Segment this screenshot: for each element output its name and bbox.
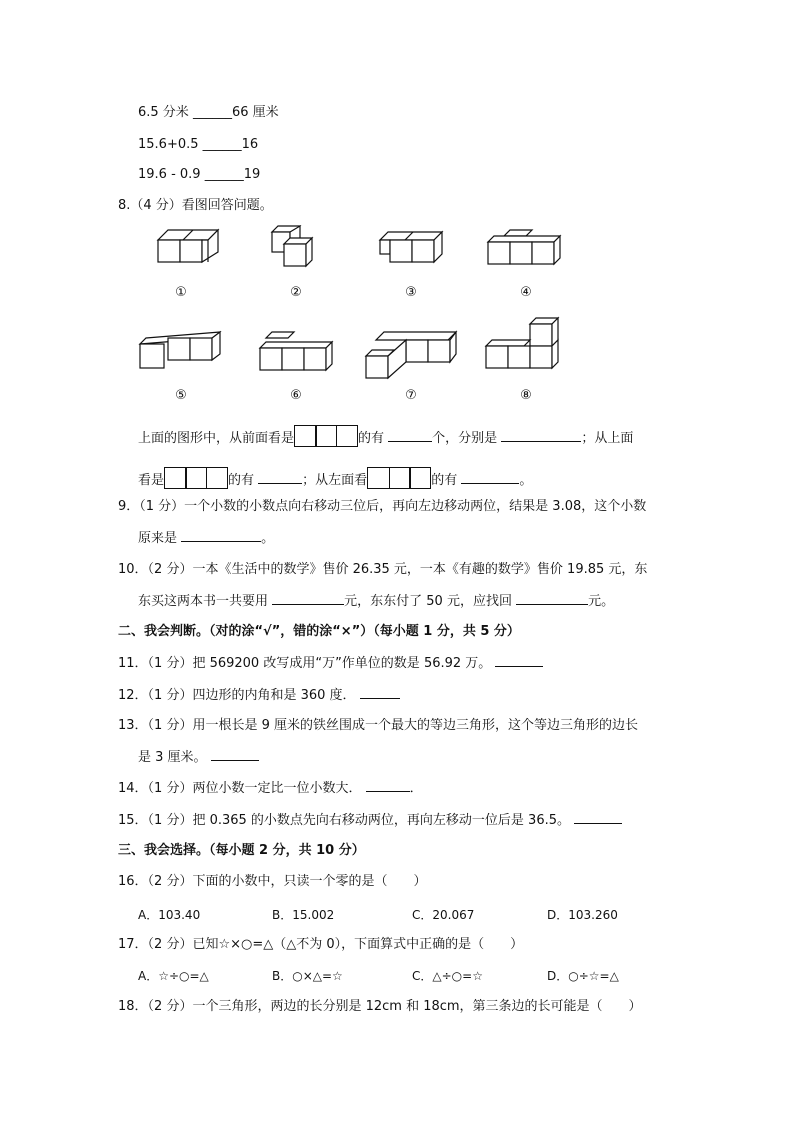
answer-blank[interactable] — [366, 779, 410, 792]
answer-blank[interactable] — [574, 811, 622, 824]
answer-blank[interactable] — [272, 592, 344, 605]
q8-line2: 看是 的有 ；从左面看 的有 。 — [138, 467, 532, 490]
q16-option-d[interactable]: D．103.260 — [547, 908, 618, 922]
q9-line2: 原来是 。 — [138, 531, 275, 546]
q11: 11．（1 分）把 569200 改写成用“万”作单位的数是 56.92 万。 — [118, 654, 543, 673]
q18-stem: 18．（2 分）一个三角形，两边的长分别是 12cm 和 18cm，第三条边的长可能是（ ） — [118, 999, 642, 1014]
cube-figure-7 — [366, 332, 456, 378]
q12: 12．（1 分）四边形的内角和是 360 度． — [118, 686, 400, 705]
q13-line1: 13．（1 分）用一根长是 9 厘米的铁丝围成一个最大的等边三角形，这个等边三角形的边长 — [118, 718, 638, 733]
figure-label-1: ① — [175, 285, 187, 300]
answer-blank[interactable] — [516, 592, 588, 605]
q10-line2: 东买这两本书一共要用 元，东东付了 50 元，应找回 元。 — [138, 594, 615, 609]
cube-figure-6 — [260, 332, 332, 370]
figure-label-6: ⑥ — [290, 388, 302, 403]
figure-label-8: ⑧ — [520, 388, 532, 403]
figure-label-3: ③ — [405, 285, 417, 300]
figure-label-2: ② — [290, 285, 302, 300]
three-square-view-icon — [367, 467, 431, 489]
figure-label-7: ⑦ — [405, 388, 417, 403]
three-square-view-icon — [294, 425, 358, 447]
three-square-view-icon — [164, 467, 228, 489]
answer-blank[interactable] — [495, 654, 543, 667]
answer-blank[interactable] — [258, 471, 302, 484]
q17-option-c[interactable]: C．△÷○=☆ — [412, 969, 483, 983]
cube-figure-4 — [488, 230, 560, 264]
answer-blank[interactable] — [211, 748, 259, 761]
q7-line1: 6.5 分米 ______66 厘米 — [138, 105, 279, 120]
q17-option-b[interactable]: B．○×△=☆ — [272, 969, 343, 983]
q16-option-b[interactable]: B．15.002 — [272, 908, 335, 922]
figure-label-5: ⑤ — [175, 388, 187, 403]
q17-option-a[interactable]: A．☆÷○=△ — [138, 969, 209, 983]
q7-line3: 19.6 - 0.9 ______19 — [138, 167, 261, 182]
q7-line2: 15.6+0.5 ______16 — [138, 137, 259, 152]
q16-stem: 16．（2 分）下面的小数中，只读一个零的是（ ） — [118, 874, 427, 889]
q16-option-c[interactable]: C．20.067 — [412, 908, 475, 922]
answer-blank[interactable] — [181, 529, 261, 542]
cube-figure-8 — [486, 318, 558, 368]
answer-blank[interactable] — [501, 429, 581, 442]
section-2-heading: 二、我会判断。（对的涂“√”，错的涂“×”）（每小题 1 分，共 5 分） — [118, 624, 520, 639]
answer-blank[interactable] — [461, 471, 519, 484]
cube-figure-2 — [272, 226, 312, 266]
q14: 14．（1 分）两位小数一定比一位小数大． ． — [118, 781, 423, 796]
section-3-heading: 三、我会选择。（每小题 2 分，共 10 分） — [118, 843, 365, 858]
cube-figure-3 — [380, 232, 442, 262]
q10-line1: 10．（2 分）一本《生活中的数学》售价 26.35 元，一本《有趣的数学》售价 19.85 元，东 — [118, 562, 648, 577]
q8-line1: 上面的图形中，从前面看是 的有 个，分别是 ；从上面 — [138, 425, 633, 448]
q8-header: 8.（4 分）看图回答问题。 — [118, 198, 273, 213]
q17-stem: 17．（2 分）已知☆×○=△（△不为 0），下面算式中正确的是（ ） — [118, 937, 524, 952]
q15: 15．（1 分）把 0.365 的小数点先向右移动两位，再向左移动一位后是 36.5。 — [118, 811, 622, 830]
q13-line2: 是 3 厘米。 — [138, 748, 259, 767]
answer-blank[interactable] — [360, 686, 400, 699]
figure-label-4: ④ — [520, 285, 532, 300]
q17-option-d[interactable]: D．○÷☆=△ — [547, 969, 619, 983]
q16-option-a[interactable]: A．103.40 — [138, 908, 201, 922]
cube-figures — [130, 220, 580, 390]
answer-blank[interactable] — [388, 429, 432, 442]
q9-line1: 9．（1 分）一个小数的小数点向右移动三位后，再向左边移动两位，结果是 3.08，这个小数 — [118, 499, 647, 514]
cube-figure-5 — [140, 332, 220, 368]
cube-figure-1 — [158, 230, 218, 262]
